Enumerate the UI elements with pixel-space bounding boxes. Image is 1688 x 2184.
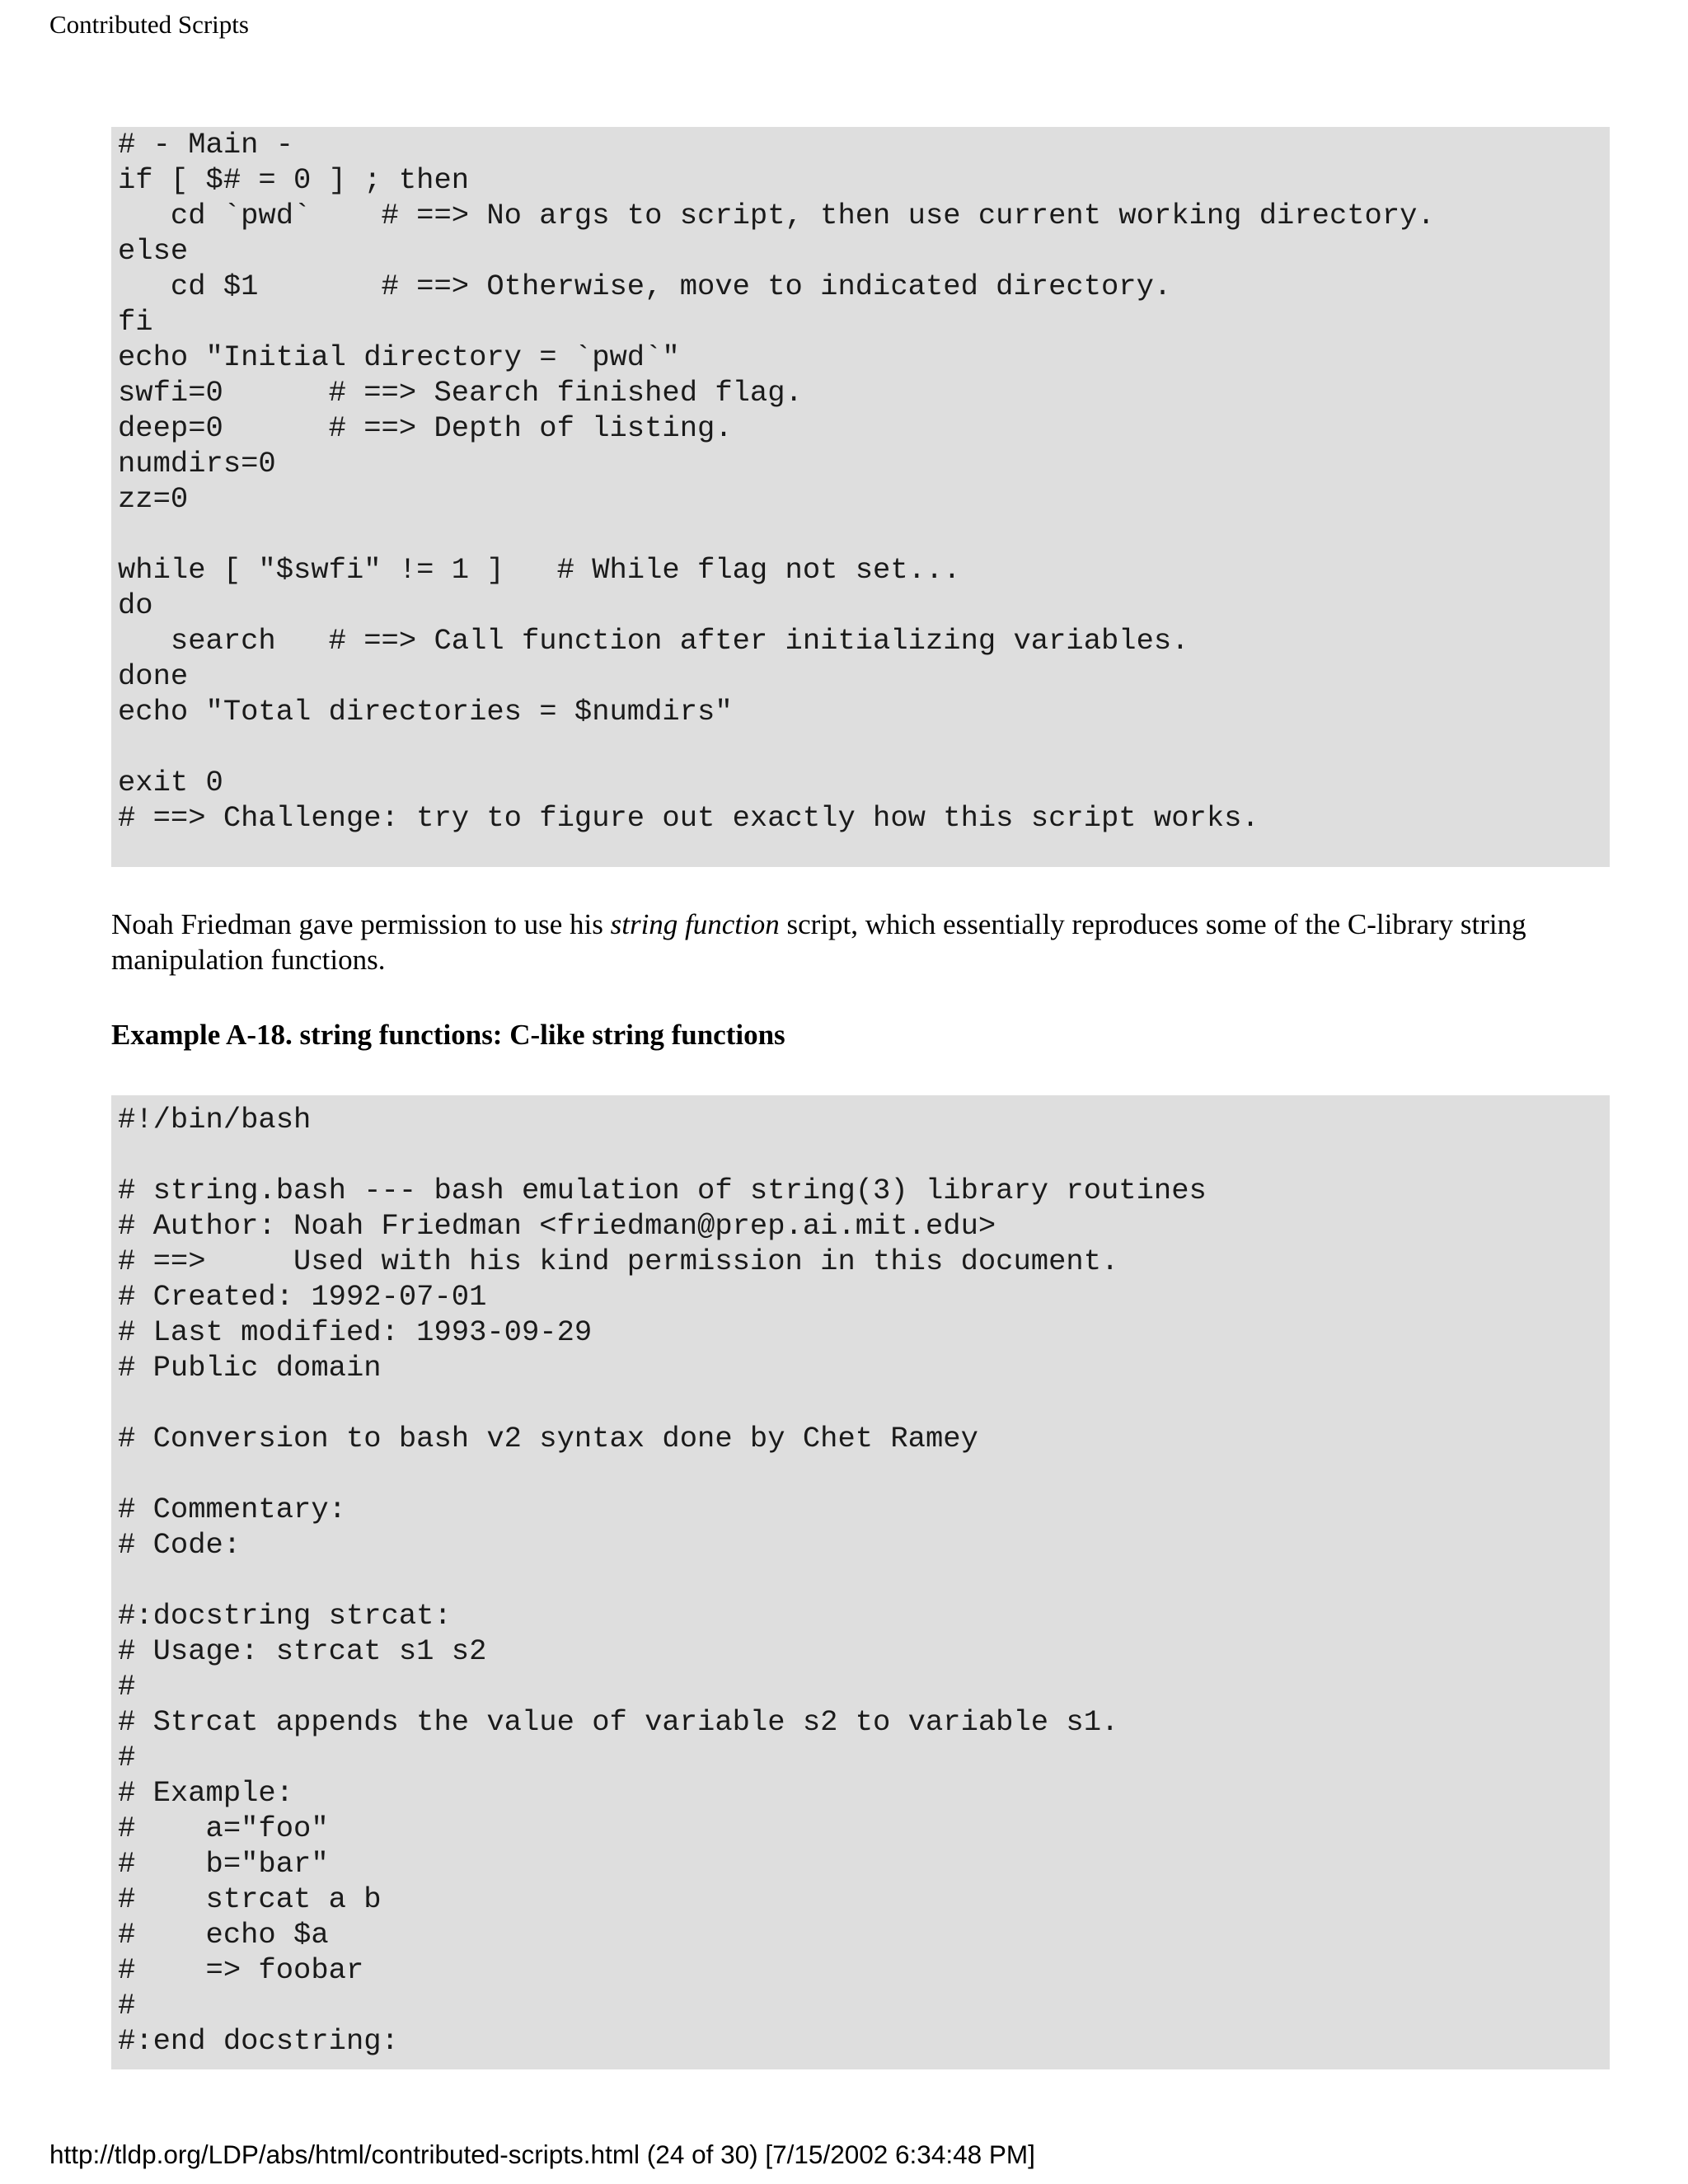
code-block-string-functions <box>111 1095 1610 2069</box>
intro-emphasis: string function <box>610 908 780 940</box>
intro-text-after: script, which essentially reproduces some of the C-library string manipulation functions. <box>111 908 1526 976</box>
page-footer-url: http://tldp.org/LDP/abs/html/contributed-scripts.html (24 of 30) [7/15/2002 6:34:48 PM] <box>49 2139 1035 2169</box>
page-header-title: Contributed Scripts <box>49 10 249 39</box>
intro-paragraph <box>111 907 1620 977</box>
code-listing[interactable]: # - Main - if [ $# = 0 ] ; then cd `pwd` # ==> No args to script, then use current working directory. else cd $1 # ==> Otherwise, move to indicated directory. fi echo "Initial directory = `pwd`" swfi=0 # ==> Search finished flag. deep=0 # ==> Depth of listing. numdirs=0 zz=0 while [ "$swfi" != 1 ] # While flag not set... do search # ==> Call function after initializing variables. done echo "Total directories = $numdirs" exit 0 # ==> Challenge: try to figure out exactly how this script works. <box>118 128 1435 835</box>
code-block-main-loop <box>111 127 1610 867</box>
intro-text-before: Noah Friedman gave permission to use his <box>111 908 611 940</box>
code-listing[interactable]: #!/bin/bash # string.bash --- bash emulation of string(3) library routines # Author: Noah Friedman <friedman@prep.ai.mit.edu> # ==> Used with his kind permission in this document. # Created: 1992-07-01 # Last modified: 1993-09-29 # Public domain # Conversion to bash v2 syntax done by Chet Ramey # Commentary: # Code: #:docstring strcat: # Usage: strcat s1 s2 # # Strcat appends the value of variable s2 to variable s1. # # Example: # a="foo" # b="bar" # strcat a b # echo $a # => foobar # #:end docstring: <box>118 1103 1207 2058</box>
example-title: Example A-18. string functions: C-like string functions <box>111 1019 785 1051</box>
